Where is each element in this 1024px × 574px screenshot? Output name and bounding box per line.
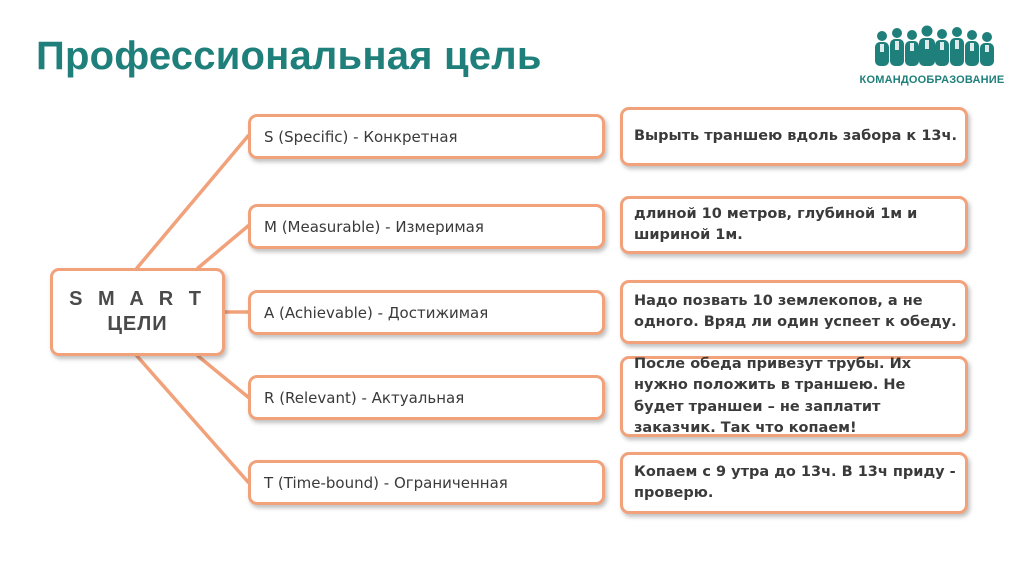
logo-text: КОМАНДООБРАЗОВАНИЕ [859,74,1005,86]
criterion-box-achievable: A (Achievable) - Достижимая [248,290,605,335]
root-line2: ЦЕЛИ [107,313,168,335]
connector-m [198,226,248,268]
connector-r [198,356,248,397]
smart-goals-root-box [50,268,225,356]
criterion-box-relevant: R (Relevant) - Актуальная [248,375,605,420]
example-box-time-bound: Копаем с 9 утра до 13ч. В 13ч приду - проверю. [620,452,968,514]
connector-t [137,356,248,482]
criterion-box-measurable: M (Measurable) - Измеримая [248,204,605,249]
example-box-specific: Вырыть траншею вдоль забора к 13ч. [620,107,968,166]
criterion-box-time-bound: T (Time-bound) - Ограниченная [248,460,605,505]
example-box-relevant: После обеда привезут трубы. Их нужно положить в траншею. Не будет траншеи – не заплатит заказчик. Так что копаем! [620,356,968,437]
example-box-measurable: длиной 10 метров, глубиной 1м и шириной 1м. [620,196,968,254]
root-line1: S M A R T [69,288,206,310]
page-title: Профессиональная цель [36,34,542,78]
connector-s [137,136,248,268]
criterion-box-specific: S (Specific) - Конкретная [248,114,605,159]
example-box-achievable: Надо позвать 10 землекопов, а не одного. Вряд ли один успеет к обеду. [620,280,968,344]
